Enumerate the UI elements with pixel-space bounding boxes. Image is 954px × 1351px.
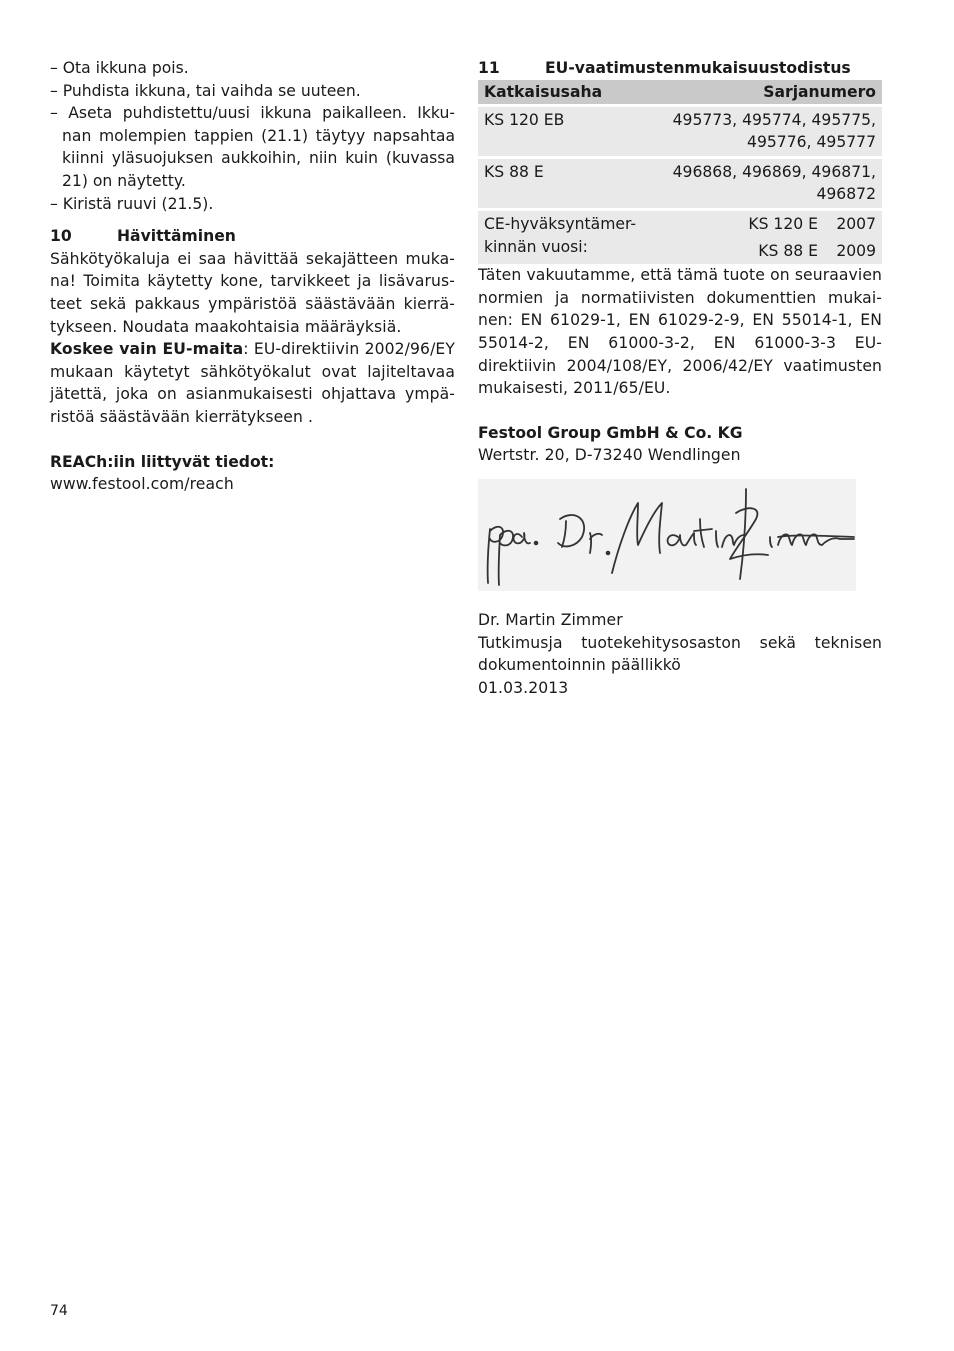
reach-heading: REACh:iin liittyvät tiedot: xyxy=(50,452,275,471)
table-cell-serial xyxy=(660,107,882,156)
eu-only-text: : EU-direktiivin 2002/96/EY mukaan käytetyt sähkötyökalut ovat lajiteltavaa jätettä, joka on asianmukaisesti ohjattava ympä-ristöä säästävään kierrätykseen . xyxy=(50,340,455,426)
eu-only-label: Koskee vain EU-maita xyxy=(50,340,244,359)
section-number: 10 xyxy=(50,227,72,246)
list-item: – Kiristä ruuvi (21.5). xyxy=(50,194,214,213)
ce-year: 2009 xyxy=(836,241,876,260)
table-cell-model: KS 120 EB xyxy=(478,107,660,156)
section-11-heading xyxy=(478,57,882,80)
section-title: Hävittäminen xyxy=(117,227,236,246)
conformity-table xyxy=(478,77,882,268)
list-item: – Aseta puhdistettu/uusi ikkuna paikalleen. Ikku-nan molempien tappien (21.1) täytyy napsahtaa kiinni yläsuojuksen aukkoihin, niin kuin (kuvassa 21) on näytetty. xyxy=(50,104,455,190)
ce-row xyxy=(666,213,876,236)
table-header-row xyxy=(478,80,882,104)
signature-image xyxy=(478,479,856,591)
list-item: – Puhdista ikkuna, tai vaihda se uuteen. xyxy=(50,81,361,100)
signer-role: Tutkimusja tuotekehitysosaston sekä teknisen dokumentoinnin päällikkö xyxy=(478,633,882,675)
right-column xyxy=(478,57,882,699)
ce-year: 2007 xyxy=(836,214,876,233)
table-row-ce xyxy=(478,211,882,264)
table-row xyxy=(478,107,882,156)
company-name: Festool Group GmbH & Co. KG xyxy=(478,423,743,442)
section-title: EU-vaatimustenmukaisuustodistus xyxy=(545,59,851,77)
section-number: 11 xyxy=(478,59,500,77)
signer-name: Dr. Martin Zimmer xyxy=(478,610,623,629)
ce-model: KS 120 E xyxy=(748,214,818,233)
disposal-paragraph: Sähkötyökaluja ei saa hävittää sekajätteen muka-na! Toimita käytetty kone, tarvikkeet ja lisävarus-teet sekä pakkaus ympäristöä säästävään kierrä-tykseen. Noudata maakohtaisia määräyksiä. xyxy=(50,249,455,336)
declaration-paragraph: Täten vakuutamme, että tämä tuote on seuraavien normien ja normatiivisten dokumenttien mukai-nen: EN 61029-1, EN 61029-2-9, EN 55014-1, EN 55014-2, EN 61000-3-2, EN 61000-3-3 EU-direktiivin 2004/108/EY, 2006/42/EY vaatimusten mukaisesti, 2011/65/EU. xyxy=(478,266,882,398)
list-item: – Ota ikkuna pois. xyxy=(50,59,189,77)
serial-line: 496868, 496869, 496871, xyxy=(672,162,876,181)
table-cell-serial xyxy=(660,159,882,208)
section-10-heading xyxy=(50,225,455,248)
table-row xyxy=(478,159,882,208)
table-header-serial: Sarjanumero xyxy=(660,80,882,104)
company-address: Wertstr. 20, D-73240 Wendlingen xyxy=(478,446,741,465)
signature-date: 01.03.2013 xyxy=(478,678,569,697)
serial-line: 495776, 495777 xyxy=(747,133,876,152)
ce-year-values xyxy=(660,211,882,264)
ce-year-label: CE-hyväksyntämer-kinnän vuosi: xyxy=(478,211,660,264)
eu-only-paragraph xyxy=(50,338,455,428)
reach-link[interactable]: www.festool.com/reach xyxy=(50,475,234,494)
left-column xyxy=(50,57,455,496)
table-header-model: Katkaisusaha xyxy=(478,80,660,104)
signature-icon xyxy=(478,479,856,591)
page-number: 74 xyxy=(50,1303,68,1319)
serial-line: 495773, 495774, 495775, xyxy=(672,110,876,129)
ce-row xyxy=(666,240,876,263)
serial-line: 496872 xyxy=(816,185,876,204)
ce-model: KS 88 E xyxy=(758,241,818,260)
table-cell-model: KS 88 E xyxy=(478,159,660,208)
